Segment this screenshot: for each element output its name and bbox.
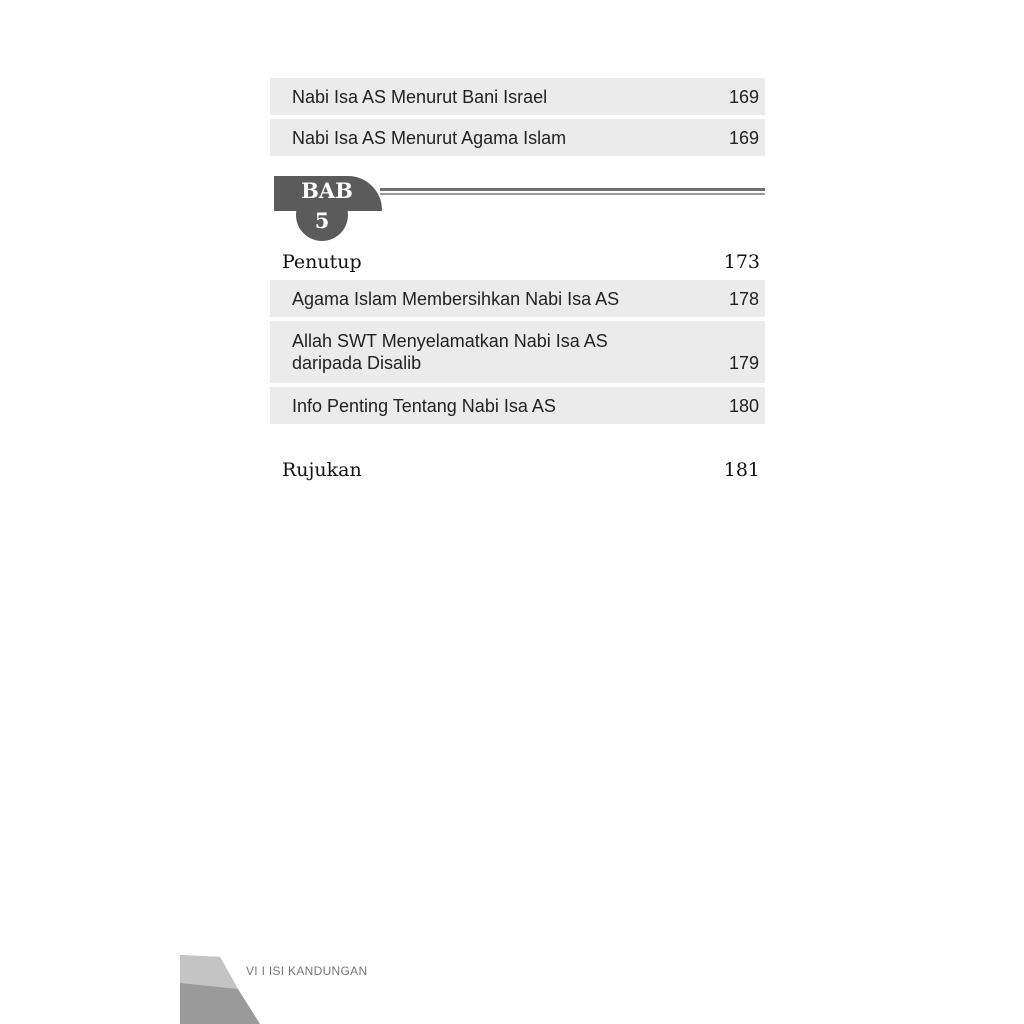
toc-entry-page: 178 [728, 289, 759, 309]
toc-row[interactable] [270, 321, 765, 383]
toc-row[interactable] [270, 78, 765, 115]
toc-entry-page: 169 [728, 128, 759, 148]
toc-entry-page: 180 [728, 396, 759, 416]
chapter-title: Penutup [282, 251, 362, 273]
chapter-number: 5 [314, 208, 330, 233]
toc-entry-title: Info Penting Tentang Nabi Isa AS [292, 396, 556, 416]
references-page: 181 [723, 459, 760, 481]
chapter-rule-thin [380, 193, 765, 195]
toc-entry-title-line2: daripada Disalib [292, 353, 422, 373]
toc-row[interactable] [270, 387, 765, 424]
toc-entry-title: Agama Islam Membersihkan Nabi Isa AS [292, 289, 620, 309]
references-title: Rujukan [282, 459, 362, 481]
chapter-page: 173 [723, 251, 760, 273]
toc-entry-title-line1: Allah SWT Menyelamatkan Nabi Isa AS [292, 331, 608, 351]
chapter-heading[interactable] [282, 250, 760, 274]
toc-row[interactable] [270, 280, 765, 317]
toc-entry-page: 169 [728, 87, 759, 107]
toc-entry-page: 179 [728, 353, 759, 373]
references-heading[interactable] [282, 458, 760, 482]
toc-entry-title: Nabi Isa AS Menurut Agama Islam [292, 128, 567, 148]
chapter-rule [380, 188, 765, 191]
toc-entry-title: Nabi Isa AS Menurut Bani Israel [292, 87, 548, 107]
chapter-label: BAB [301, 178, 353, 203]
toc-row[interactable] [270, 119, 765, 156]
page-footer: VI I ISI KANDUNGAN [246, 964, 368, 978]
